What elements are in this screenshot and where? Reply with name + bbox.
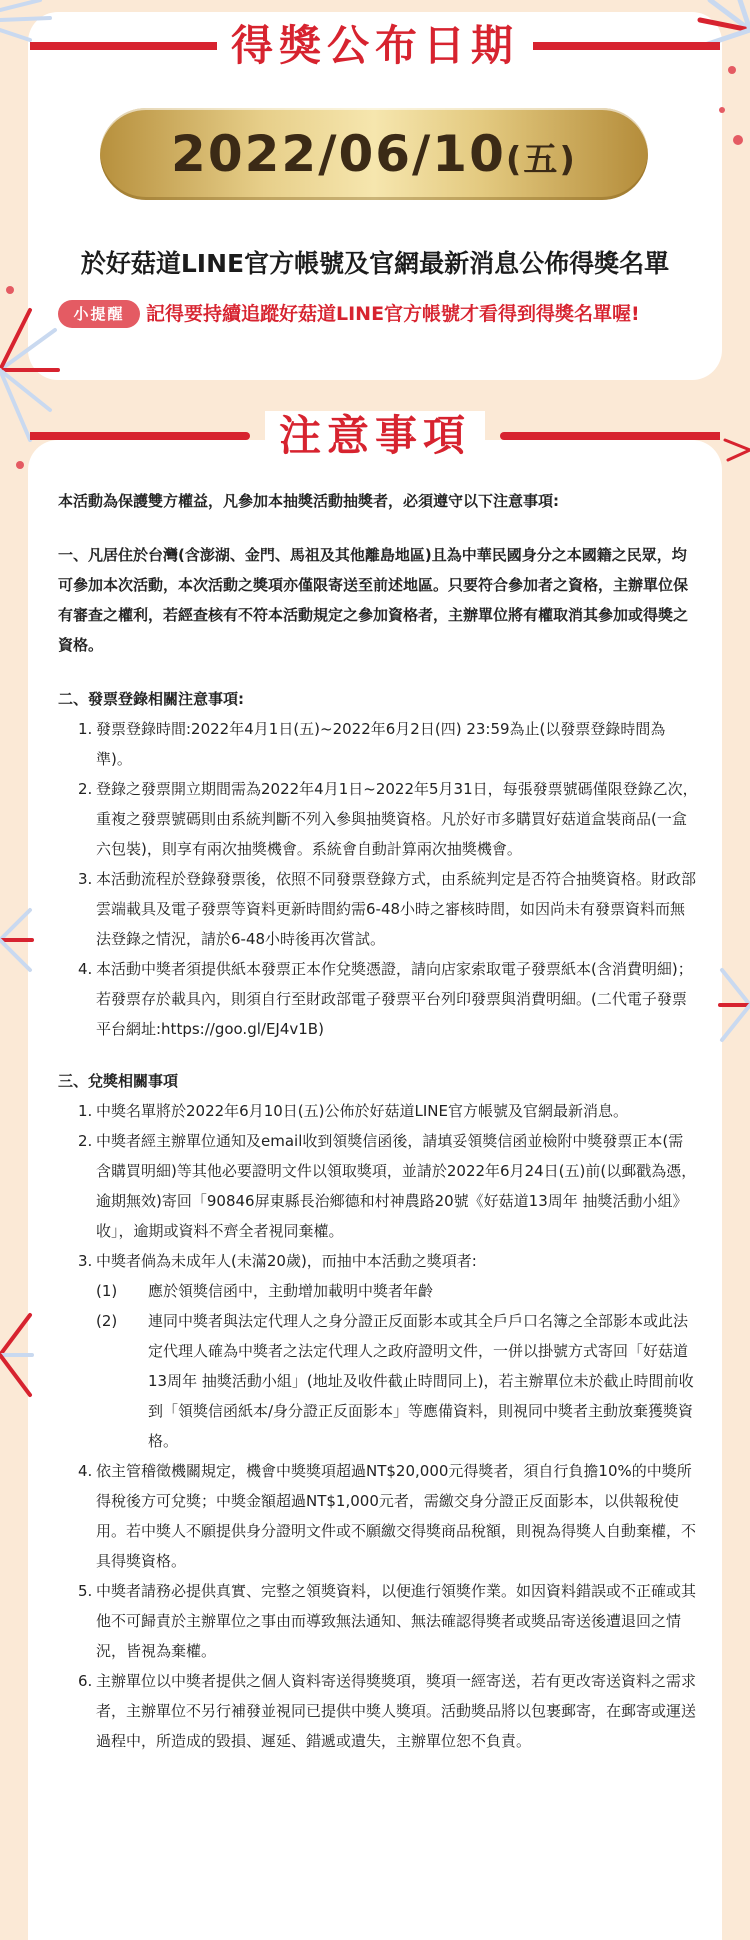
list-text: 主辦單位以中獎者提供之個人資料寄送得獎獎項，獎項一經寄送，若有更改寄送資料之需求者，主辦單位不另行補發並視同已提供中獎人獎項。活動獎品將以包裹郵寄，在郵寄或運送過程中，所造成的毀損、遲延、錯遞或遺失，主辦單位恕不負責。 [96,1672,697,1750]
notes-item-2-list [58,714,698,1044]
list-item [58,714,698,774]
list-text: 本活動中獎者須提供紙本發票正本作兌獎憑證，請向店家索取電子發票紙本(含消費明細)；若發票存於載具內，則須自行至財政部電子發票平台列印發票與消費明細。(二代電子發票平台網址:https://goo.gl/EJ4v1B) [96,960,693,1038]
list-number: 5. [78,1582,93,1600]
list-number: 2. [78,1132,93,1150]
firework-decoration-left-3 [0,1280,35,1430]
sub-list-item [96,1306,698,1456]
list-item [58,1126,698,1246]
list-text: 中獎者請務必提供真實、完整之領獎資料，以便進行領獎作業。如因資料錯誤或不正確或其他不可歸責於主辦單位之事由而導致無法通知、無法確認得獎者或獎品寄送後遭退回之情況，皆視為棄權。 [96,1582,697,1660]
firework-decoration-left-2 [0,880,35,1000]
list-text: 發票登錄時間:2022年4月1日(五)~2022年6月2日(四) 23:59為止(以發票登錄時間為準)。 [96,720,666,768]
reminder-row [58,298,718,330]
notes-intro: 本活動為保護雙方權益，凡參加本抽獎活動抽獎者，必須遵守以下注意事項: [58,492,560,510]
list-number: 6. [78,1672,93,1690]
award-weekday: (五) [505,140,577,180]
list-item [58,1246,698,1456]
notes-header [30,406,720,466]
list-item [58,774,698,864]
sub-list-text: 連同中獎者與法定代理人之身分證正反面影本或其全戶戶口名簿之全部影本或此法定代理人確為中獎者之法定代理人之政府證明文件，一併以掛號方式寄回「好菇道13周年 抽獎活動小組」(地址及收件截止時間同上)，若主辦單位未於截止時間前收到「領獎信函紙本/身分證正反面影本」等應備資料，則視同中獎者主動放棄獲獎資格。 [148,1312,694,1450]
reminder-text: 記得要持續追蹤好菇道LINE官方帳號才看得到得獎名單喔! [146,303,640,325]
award-date-header [30,16,720,76]
list-text: 中獎者經主辦單位通知及email收到領獎信函後，請填妥領獎信函並檢附中獎發票正本(需含購買明細)等其他必要證明文件以領取獎項，並請於2022年6月24日(五)前(以郵戳為憑，逾期無效)寄回「90846屏東縣長治鄉德和村神農路20號《好菇道13周年 抽獎活動小組》收」，逾期或資料不齊全者視同棄權。 [96,1132,697,1240]
sub-list-number: (1) [96,1282,118,1300]
firework-decoration-right-3 [718,940,750,1070]
reminder-tag: 小提醒 [58,300,140,328]
sub-list-item [96,1276,698,1306]
notes-item-3-title: 三、兌獎相關事項 [58,1072,179,1090]
sub-list-number: (2) [96,1312,118,1330]
notes-heading: 注意事項 [265,411,485,460]
notes-item-2-title: 二、發票登錄相關注意事項: [58,690,244,708]
list-number: 4. [78,960,93,978]
notes-item-3-list [58,1096,698,1756]
list-text: 中獎名單將於2022年6月10日(五)公佈於好菇道LINE官方帳號及官網最新消息。 [96,1102,628,1120]
notes-item-1: 一、凡居住於台灣(含澎湖、金門、馬祖及其他離島地區)且為中華民國身分之本國籍之民眾，均可參加本次活動，本次活動之獎項亦僅限寄送至前述地區。只要符合參加者之資格，主辦單位保有審查之權利，若經查核有不符本活動規定之參加資格者，主辦單位將有權取消其參加或得獎之資格。 [58,546,689,654]
award-date-pill [100,108,648,200]
list-number: 4. [78,1462,93,1480]
list-number: 2. [78,780,93,798]
list-item [58,1576,698,1666]
list-text: 本活動流程於登錄發票後，依照不同發票登錄方式，由系統判定是否符合抽獎資格。財政部雲端載具及電子發票等資料更新時間約需6-48小時之審核時間，如因尚未有發票資料而無法登錄之情況，請於6-48小時後再次嘗試。 [96,870,697,948]
list-number: 3. [78,870,93,888]
notes-body [58,486,698,1756]
announcement-text: 於好菇道LINE官方帳號及官網最新消息公佈得獎名單 [80,249,670,278]
list-number: 1. [78,1102,93,1120]
list-item [58,1096,698,1126]
list-text: 依主管稽徵機關規定，機會中獎獎項超過NT$20,000元得獎者，須自行負擔10%的中獎所得稅後方可兌獎；中獎金額超過NT$1,000元者，需繳交身分證正反面影本，以供報稅使用。若中獎人不願提供身分證明文件或不願繳交得獎商品稅額，則視為得獎人自動棄權，不具得獎資格。 [96,1462,697,1570]
list-item [58,1456,698,1576]
award-date-heading: 得獎公布日期 [217,21,533,70]
award-date: 2022/06/10 [171,125,506,183]
list-number: 1. [78,720,93,738]
list-text: 中獎者倘為未成年人(未滿20歲)，而抽中本活動之獎項者: [96,1252,477,1270]
list-number: 3. [78,1252,93,1270]
sub-list-text: 應於領獎信函中，主動增加載明中獎者年齡 [148,1282,434,1300]
list-item [58,1666,698,1756]
list-item [58,864,698,954]
list-item [58,954,698,1044]
firework-decoration-right-2 [720,420,750,480]
list-text: 登錄之發票開立期間需為2022年4月1日~2022年5月31日，每張發票號碼僅限登錄乙次，重複之發票號碼則由系統判斷不列入參與抽獎資格。凡於好市多購買好菇道盒裝商品(一盒六包裝)，則享有兩次抽獎機會。系統會自動計算兩次抽獎機會。 [96,780,698,858]
